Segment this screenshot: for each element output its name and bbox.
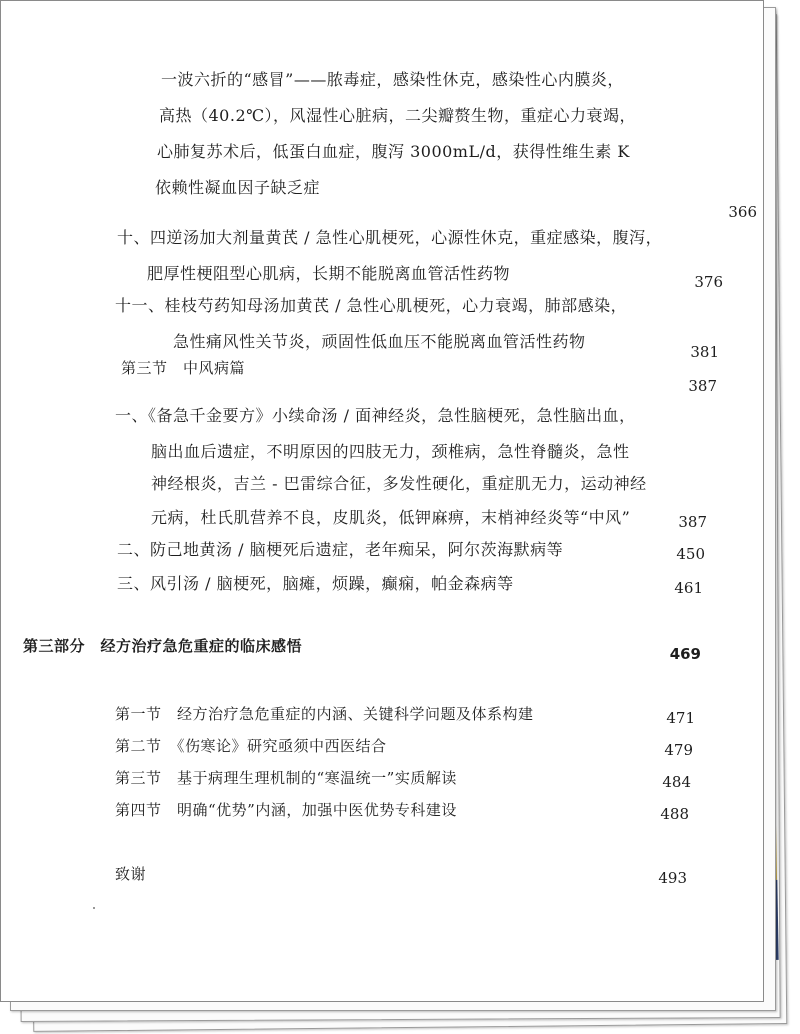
- toc-entry-line: 脑出血后遗症，不明原因的四肢无力，颈椎病，急性脊髓炎，急性: [151, 442, 630, 461]
- toc-entry-line: 一波六折的“感冒”——脓毒症，感染性休克，感染性心内膜炎，: [161, 70, 624, 89]
- paper-speck: [93, 907, 95, 909]
- toc-page-number: 479: [664, 741, 693, 759]
- toc-page-number: 366: [728, 203, 757, 221]
- toc-page-number: 381: [690, 343, 719, 361]
- toc-section-heading: 第一节 经方治疗急危重症的内涵、关键科学问题及体系构建: [115, 705, 534, 723]
- toc-acknowledgements-heading: 致谢: [115, 865, 147, 883]
- toc-section-heading: 第三节 基于病理生理机制的“寒温统一”实质解读: [115, 769, 457, 787]
- toc-entry-line: 急性痛风性关节炎，顽固性低血压不能脱离血管活性药物: [173, 332, 586, 351]
- toc-entry-item-11: 十一、桂枝芍药知母汤加黄芪 / 急性心肌梗死，心力衰竭，肺部感染，: [115, 296, 628, 315]
- toc-section-heading: 第二节 《伤寒论》研究亟须中西医结合: [115, 737, 387, 755]
- toc-part-heading: 第三部分 经方治疗急危重症的临床感悟: [23, 637, 303, 655]
- toc-page-number: 488: [660, 805, 689, 823]
- toc-entry-item-10: 十、四逆汤加大剂量黄芪 / 急性心肌梗死，心源性休克，重症感染，腹泻，: [117, 228, 663, 247]
- toc-entry-line: 元病，杜氏肌营养不良，皮肌炎，低钾麻痹，末梢神经炎等“中风”: [151, 508, 631, 527]
- toc-entry-item-2: 二、防己地黄汤 / 脑梗死后遗症，老年痴呆，阿尔茨海默病等: [117, 540, 564, 559]
- toc-entry-line: 依赖性凝血因子缺乏症: [155, 178, 321, 197]
- toc-entry-line: 神经根炎，吉兰 - 巴雷综合征，多发性硬化，重症肌无力，运动神经: [151, 474, 647, 493]
- toc-entry-item-3: 三、风引汤 / 脑梗死，脑瘫，烦躁，癫痫，帕金森病等: [117, 574, 514, 593]
- toc-page-number: 387: [678, 513, 707, 531]
- toc-page-number: 450: [676, 545, 705, 563]
- toc-entry-line: 心肺复苏术后，低蛋白血症，腹泻 3000mL/d，获得性维生素 K: [157, 142, 630, 161]
- toc-entry-item-1: 一、《备急千金要方》小续命汤 / 面神经炎，急性脑梗死，急性脑出血，: [115, 406, 636, 425]
- toc-page-number: 461: [674, 579, 703, 597]
- toc-section-heading: 第四节 明确“优势”内涵，加强中医优势专科建设: [115, 801, 457, 819]
- toc-page-number: 484: [662, 773, 691, 791]
- toc-entry-line: 高热（40.2℃），风湿性心脏病，二尖瓣赘生物，重症心力衰竭，: [159, 106, 637, 125]
- toc-section-heading: 第三节 中风病篇: [121, 359, 246, 377]
- toc-page-number: 387: [688, 377, 717, 395]
- toc-page-number: 493: [658, 869, 687, 887]
- toc-page-number: 469: [669, 645, 701, 663]
- toc-page-number: 471: [666, 709, 695, 727]
- toc-entry-line: 肥厚性梗阻型心肌病，长期不能脱离血管活性药物: [147, 264, 511, 283]
- toc-page-number: 376: [694, 273, 723, 291]
